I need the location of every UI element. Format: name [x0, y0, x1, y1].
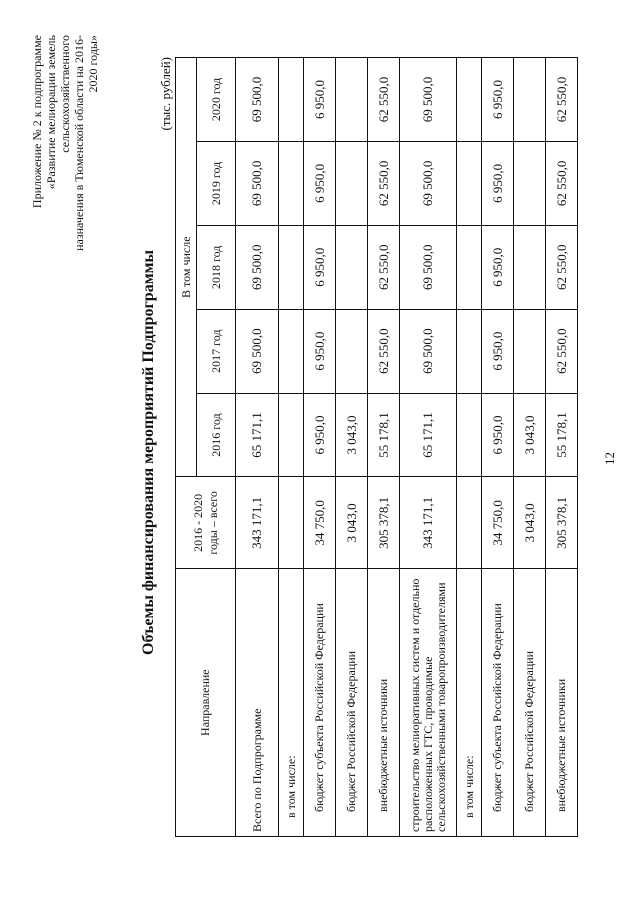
row-value: 69 500,0 [400, 309, 457, 393]
row-value [457, 141, 482, 225]
row-label: бюджет Российской Федерации [514, 569, 546, 837]
row-total: 305 378,1 [368, 477, 400, 569]
row-value: 3 043,0 [336, 393, 368, 477]
row-value: 62 550,0 [368, 141, 400, 225]
table-row [304, 58, 336, 837]
row-value [457, 309, 482, 393]
row-total: 3 043,0 [336, 477, 368, 569]
row-label: внебюджетные источники [368, 569, 400, 837]
table-row [482, 58, 514, 837]
row-value: 69 500,0 [236, 309, 279, 393]
table-row [236, 58, 279, 837]
appendix-note [30, 35, 100, 265]
row-value: 69 500,0 [400, 58, 457, 142]
row-value: 62 550,0 [368, 309, 400, 393]
row-total: 305 378,1 [546, 477, 578, 569]
appendix-line-3: назначения в Тюменской области на 2016-2020 годы» [72, 35, 100, 251]
row-value [279, 58, 304, 142]
row-value: 62 550,0 [546, 58, 578, 142]
row-value [279, 393, 304, 477]
row-value: 69 500,0 [236, 58, 279, 142]
table-row [514, 58, 546, 837]
row-value: 62 550,0 [368, 225, 400, 309]
header-year: 2017 год [197, 309, 236, 393]
appendix-line-1: Приложение № 2 к подпрограмме [30, 35, 44, 209]
row-value: 6 950,0 [482, 225, 514, 309]
header-year: 2020 год [197, 58, 236, 142]
row-value: 6 950,0 [482, 393, 514, 477]
row-value: 62 550,0 [546, 309, 578, 393]
table-row [368, 58, 400, 837]
row-value: 6 950,0 [482, 309, 514, 393]
header-year: 2018 год [197, 225, 236, 309]
units-label: (тыс. рублей) [158, 57, 173, 131]
row-value: 69 500,0 [400, 225, 457, 309]
row-value [457, 58, 482, 142]
row-value [514, 225, 546, 309]
header-year: 2019 год [197, 141, 236, 225]
row-total [457, 477, 482, 569]
row-total [279, 477, 304, 569]
document-title: Объемы финансирования мероприятий Подпрограммы [140, 250, 157, 655]
row-total: 343 171,1 [236, 477, 279, 569]
row-value [514, 141, 546, 225]
appendix-line-2: «Развитие мелиорации земель сельскохозяйственного [44, 35, 72, 190]
header-total: 2016 - 2020 годы – всего [176, 477, 236, 569]
row-label: бюджет субъекта Российской Федерации [482, 569, 514, 837]
row-total: 34 750,0 [482, 477, 514, 569]
row-value [336, 309, 368, 393]
row-value: 65 171,1 [236, 393, 279, 477]
row-label: в том числе: [279, 569, 304, 837]
row-label: Всего по Подпрограмме [236, 569, 279, 837]
row-value: 6 950,0 [304, 58, 336, 142]
table-row [400, 58, 457, 837]
row-value [279, 225, 304, 309]
row-value: 3 043,0 [514, 393, 546, 477]
row-value: 55 178,1 [368, 393, 400, 477]
row-value: 55 178,1 [546, 393, 578, 477]
row-total: 34 750,0 [304, 477, 336, 569]
row-value: 6 950,0 [482, 141, 514, 225]
row-value [336, 225, 368, 309]
row-value [279, 309, 304, 393]
row-value: 62 550,0 [546, 225, 578, 309]
row-value: 69 500,0 [236, 141, 279, 225]
row-value [514, 58, 546, 142]
table-row [279, 58, 304, 837]
row-value: 62 550,0 [368, 58, 400, 142]
row-value: 6 950,0 [304, 393, 336, 477]
row-label: строительство мелиоративных систем и отдельно расположенных ГТС, проводимые сельскохозяйственными товаропроизводителями [400, 569, 457, 837]
row-value [457, 393, 482, 477]
table-row [457, 58, 482, 837]
row-value [336, 58, 368, 142]
row-label: бюджет Российской Федерации [336, 569, 368, 837]
row-label: внебюджетные источники [546, 569, 578, 837]
row-value [514, 309, 546, 393]
row-value: 6 950,0 [482, 58, 514, 142]
row-value [336, 141, 368, 225]
row-value: 65 171,1 [400, 393, 457, 477]
header-direction: Направление [176, 569, 236, 837]
table-row [546, 58, 578, 837]
row-value: 6 950,0 [304, 141, 336, 225]
row-label: в том числе: [457, 569, 482, 837]
row-total: 3 043,0 [514, 477, 546, 569]
row-label: бюджет субъекта Российской Федерации [304, 569, 336, 837]
row-value: 6 950,0 [304, 225, 336, 309]
row-total: 343 171,1 [400, 477, 457, 569]
table-row [336, 58, 368, 837]
row-value: 6 950,0 [304, 309, 336, 393]
row-value: 62 550,0 [546, 141, 578, 225]
header-year: 2016 год [197, 393, 236, 477]
row-value [279, 141, 304, 225]
row-value: 69 500,0 [400, 141, 457, 225]
header-including: В том числе [176, 58, 197, 477]
financing-table [175, 57, 578, 837]
page-number: 12 [602, 452, 617, 465]
row-value [457, 225, 482, 309]
row-value: 69 500,0 [236, 225, 279, 309]
